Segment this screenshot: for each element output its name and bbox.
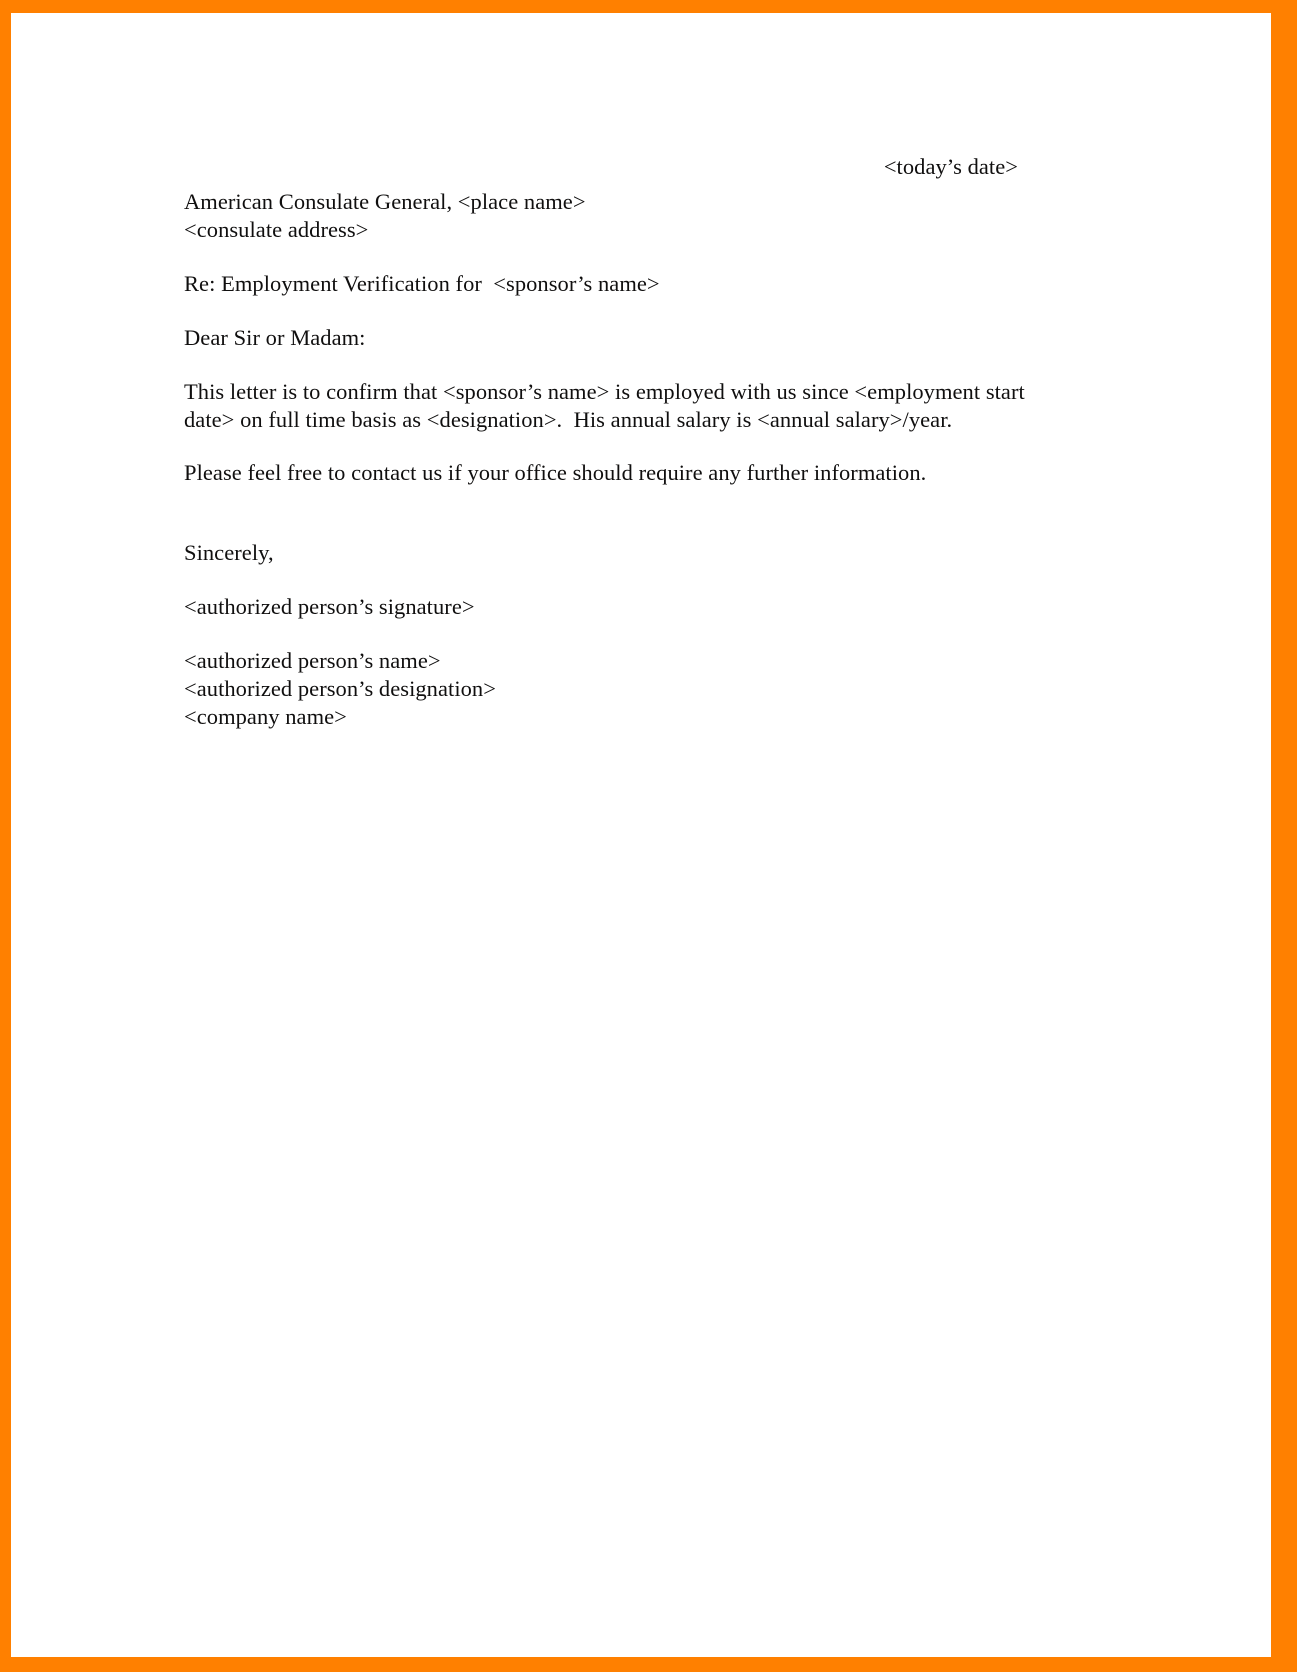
body-paragraph-2: Please feel free to contact us if your office should require any further information.	[184, 460, 927, 485]
spacer-before-closing	[184, 487, 1054, 539]
spacer-after-salutation	[184, 352, 1054, 378]
signature-placeholder: <authorized person’s signature>	[184, 594, 475, 619]
letter-body	[184, 153, 1054, 731]
company-name: <company name>	[184, 704, 347, 729]
recipient-line-1: American Consulate General, <place name>	[184, 189, 586, 214]
signer-designation: <authorized person’s designation>	[184, 676, 496, 701]
spacer-after-signature	[184, 621, 1054, 647]
spacer-after-subject	[184, 298, 1054, 324]
subject-line: Re: Employment Verification for <sponsor’s name>	[184, 271, 660, 296]
spacer-after-recipient	[184, 244, 1054, 270]
salutation: Dear Sir or Madam:	[184, 325, 366, 350]
spacer-between-paragraphs	[184, 434, 1054, 459]
body-paragraph-1: This letter is to confirm that <sponsor’s name> is employed with us since <employment start date> on full time basis as <designation>. His annual salary is <annual salary>/year.	[184, 379, 1031, 432]
signer-name: <authorized person’s name>	[184, 648, 441, 673]
closing-salutation: Sincerely,	[184, 540, 274, 565]
letter-paper	[11, 13, 1271, 1657]
spacer-before-signature	[184, 567, 1054, 593]
recipient-line-2: <consulate address>	[184, 217, 369, 242]
date-line: <today’s date>	[883, 154, 1018, 179]
